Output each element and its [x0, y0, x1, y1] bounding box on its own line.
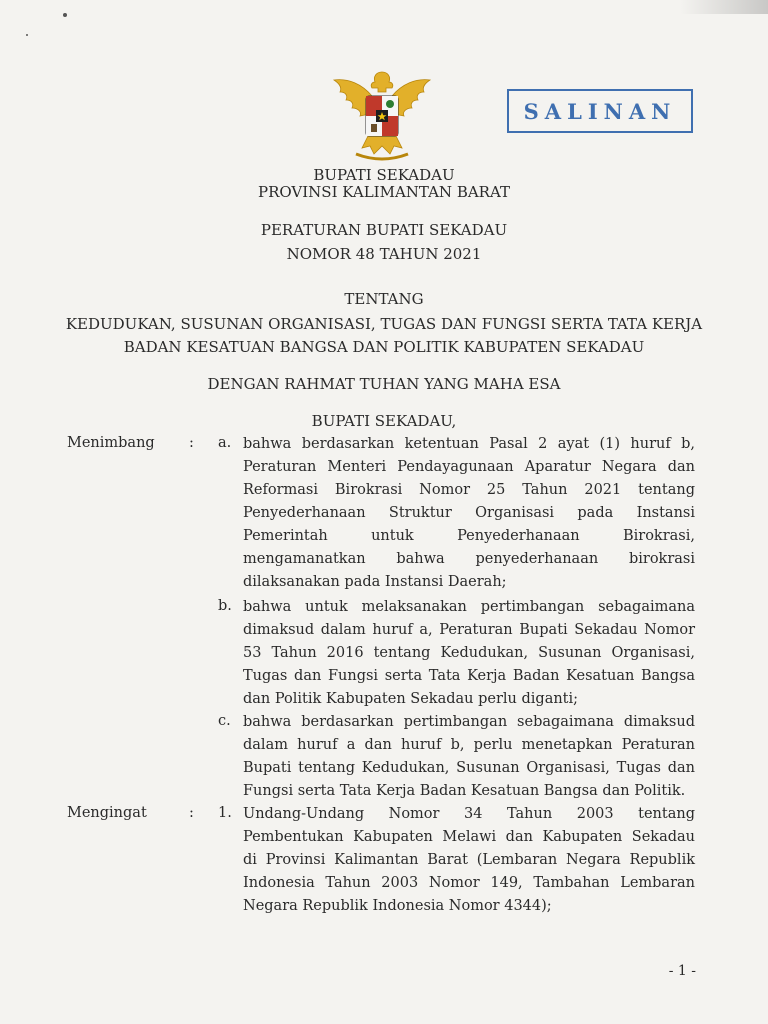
text-line: bahwa berdasarkan pertimbangan sebagaimana dimaksud: [243, 714, 695, 730]
menimbang-item-c-marker: c.: [218, 713, 231, 729]
text-line: bahwa berdasarkan ketentuan Pasal 2 ayat (1) huruf b,: [243, 436, 695, 452]
text-line: Tugas dan Fungsi serta Tata Kerja Badan Kesatuan Bangsa: [243, 668, 695, 684]
menimbang-item-a: [243, 433, 695, 594]
text-line: mengamanatkan bahwa penyederhanaan birokrasi: [243, 551, 695, 567]
regulation-number: NOMOR 48 TAHUN 2021: [286, 245, 482, 263]
text-line: dilaksanakan pada Instansi Daerah;: [243, 574, 507, 590]
scan-speck: [26, 34, 28, 36]
issuer-name: BUPATI SEKADAU: [313, 166, 455, 184]
menimbang-colon: :: [189, 435, 194, 451]
salinan-stamp: [507, 89, 693, 133]
tentang-heading: TENTANG: [344, 290, 424, 308]
page-number: - 1 -: [668, 963, 696, 979]
text-line: Indonesia Tahun 2003 Nomor 149, Tambahan Lembaran: [243, 875, 695, 891]
menimbang-item-a-marker: a.: [218, 435, 232, 451]
subject-line-2: BADAN KESATUAN BANGSA DAN POLITIK KABUPATEN SEKADAU: [123, 338, 645, 356]
issuer-province: PROVINSI KALIMANTAN BARAT: [258, 183, 510, 201]
regulation-title: PERATURAN BUPATI SEKADAU: [260, 221, 508, 239]
text-line: Peraturan Menteri Pendayagunaan Aparatur Negara dan: [243, 459, 695, 475]
stamp-text: SALINAN: [523, 98, 677, 124]
text-line: di Provinsi Kalimantan Barat (Lembaran Negara Republik: [243, 852, 695, 868]
menimbang-label: Menimbang: [67, 435, 155, 451]
text-line: Negara Republik Indonesia Nomor 4344);: [243, 898, 552, 914]
mengingat-label: Mengingat: [67, 805, 147, 821]
text-line: dan Politik Kabupaten Sekadau perlu diganti;: [243, 691, 579, 707]
bupati-line: BUPATI SEKADAU,: [311, 412, 457, 430]
text-line: dalam huruf a dan huruf b, perlu menetapkan Peraturan: [243, 737, 695, 753]
text-line: Pemerintah untuk Penyederhanaan Birokrasi,: [243, 528, 695, 544]
text-line: bahwa untuk melaksanakan pertimbangan sebagaimana: [243, 599, 695, 615]
subject-line-1: KEDUDUKAN, SUSUNAN ORGANISASI, TUGAS DAN FUNGSI SERTA TATA KERJA: [65, 315, 703, 333]
mengingat-item-1: [243, 803, 695, 918]
menimbang-item-b-marker: b.: [218, 598, 232, 614]
mengingat-item-1-marker: 1.: [218, 805, 232, 821]
text-line: 53 Tahun 2016 tentang Kedudukan, Susunan Organisasi,: [243, 645, 695, 661]
garuda-emblem-icon: [326, 66, 438, 166]
text-line: Undang-Undang Nomor 34 Tahun 2003 tentang: [243, 806, 695, 822]
rahmat-line: DENGAN RAHMAT TUHAN YANG MAHA ESA: [207, 375, 561, 393]
mengingat-colon: :: [189, 805, 194, 821]
text-line: Penyederhanaan Struktur Organisasi pada Instansi: [243, 505, 695, 521]
text-line: Fungsi serta Tata Kerja Badan Kesatuan Bangsa dan Politik.: [243, 783, 686, 799]
text-line: Bupati tentang Kedudukan, Susunan Organisasi, Tugas dan: [243, 760, 695, 776]
menimbang-item-c: [243, 711, 695, 803]
scan-smudge: [680, 0, 768, 14]
menimbang-item-b: [243, 596, 695, 711]
text-line: Reformasi Birokrasi Nomor 25 Tahun 2021 tentang: [243, 482, 695, 498]
text-line: dimaksud dalam huruf a, Peraturan Bupati Sekadau Nomor: [243, 622, 695, 638]
scan-speck: [63, 13, 67, 17]
text-line: Pembentukan Kabupaten Melawi dan Kabupaten Sekadau: [243, 829, 695, 845]
